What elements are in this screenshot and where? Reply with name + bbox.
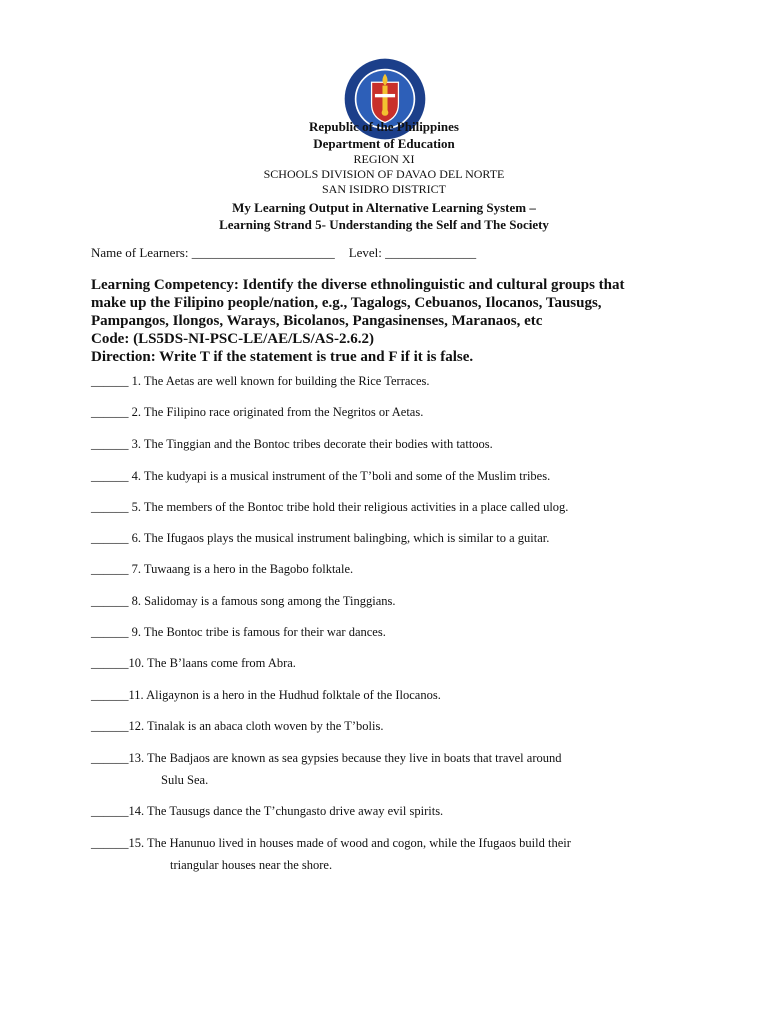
header-district: SAN ISIDRO DISTRICT [321, 182, 446, 196]
question-text: ______ 9. The Bontoc tribe is famous for their war dances. [91, 625, 386, 639]
competency-line-2: make up the Filipino people/nation, e.g., Tagalogs, Cebuanos, Ilocanos, Tausugs, [91, 295, 602, 311]
learning-competency [91, 276, 691, 366]
question-text: ______12. Tinalak is an abaca cloth woven by the T’bolis. [91, 719, 384, 733]
header-region: REGION XI [353, 152, 415, 166]
header-department: Department of Education [313, 136, 455, 151]
question-item[interactable] [91, 370, 430, 392]
question-item[interactable] [91, 496, 568, 518]
question-text: ______ 5. The members of the Bontoc tribe hold their religious activities in a place called ulog. [91, 500, 569, 514]
question-text: ______ 4. The kudyapi is a musical instrument of the T’boli and some of the Muslim tribes. [91, 469, 551, 483]
question-text: ______14. The Tausugs dance the T’chungasto drive away evil spirits. [91, 804, 444, 818]
question-item[interactable] [91, 832, 571, 876]
direction: Direction: Write T if the statement is true and F if it is false. [91, 349, 474, 365]
competency-code: Code: (LS5DS-NI-PSC-LE/AE/LS/AS-2.6.2) [91, 331, 374, 347]
question-text-continued: Sulu Sea. [161, 773, 209, 787]
question-text: ______ 7. Tuwaang is a hero in the Bagobo folktale. [91, 562, 354, 576]
question-text-continued: triangular houses near the shore. [170, 858, 333, 872]
question-item[interactable] [91, 558, 353, 580]
question-item[interactable] [91, 621, 386, 643]
question-text: ______13. The Badjaos are known as sea gypsies because they live in boats that travel around [91, 751, 562, 765]
question-item[interactable] [91, 684, 441, 706]
question-item[interactable] [91, 433, 493, 455]
question-text: ______ 3. The Tinggian and the Bontoc tribes decorate their bodies with tattoos. [91, 437, 493, 451]
title-line-2: Learning Strand 5- Understanding the Self and The Society [219, 217, 549, 232]
question-text: ______ 1. The Aetas are well known for building the Rice Terraces. [91, 374, 430, 388]
name-of-learners-field[interactable]: Name of Learners: ______________________ [91, 245, 335, 260]
level-field[interactable]: Level: ______________ [348, 245, 477, 260]
question-item[interactable] [91, 401, 423, 423]
question-text: ______15. The Hanunuo lived in houses made of wood and cogon, while the Ifugaos build their [91, 836, 571, 850]
header-republic: Republic of the Philippines [309, 119, 459, 134]
question-item[interactable] [91, 652, 296, 674]
question-text: ______ 8. Salidomay is a famous song among the Tinggians. [91, 594, 396, 608]
header [0, 118, 768, 197]
competency-line-1: Learning Competency: Identify the diverse ethnolinguistic and cultural groups that [91, 277, 625, 293]
worksheet-title [0, 199, 768, 233]
question-item[interactable] [91, 590, 396, 612]
title-line-1: My Learning Output in Alternative Learning System – [232, 200, 536, 215]
competency-line-3: Pampangos, Ilongos, Warays, Bicolanos, Pangasinenses, Maranaos, etc [91, 313, 543, 329]
question-item[interactable] [91, 747, 561, 791]
question-item[interactable] [91, 715, 383, 737]
question-text: ______ 2. The Filipino race originated from the Negritos or Aetas. [91, 405, 424, 419]
question-item[interactable] [91, 465, 550, 487]
question-item[interactable] [91, 800, 443, 822]
question-item[interactable] [91, 527, 549, 549]
question-text: ______ 6. The Ifugaos plays the musical instrument balingbing, which is similar to a guitar. [91, 531, 550, 545]
question-text: ______11. Aligaynon is a hero in the Hudhud folktale of the Ilocanos. [91, 688, 441, 702]
name-level-row [91, 245, 476, 261]
question-text: ______10. The B’laans come from Abra. [91, 656, 296, 670]
header-division: SCHOOLS DIVISION OF DAVAO DEL NORTE [263, 167, 505, 181]
